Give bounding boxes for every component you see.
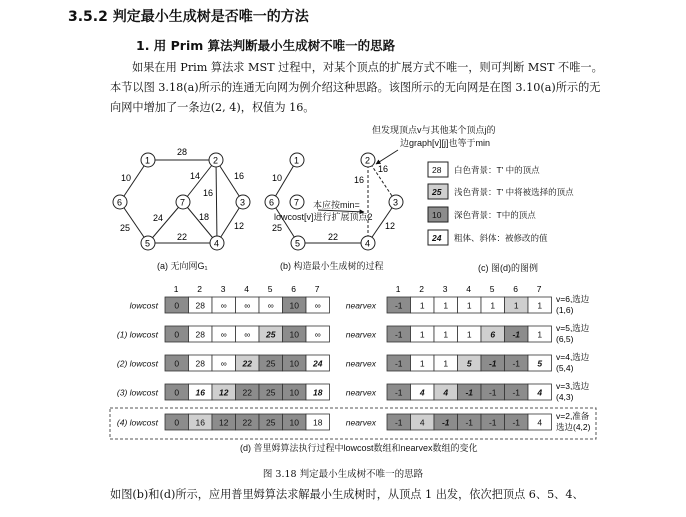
- edge-label: 12: [234, 221, 245, 231]
- nearvex-value: 1: [466, 329, 472, 340]
- index-label: 6: [291, 284, 296, 294]
- lowcost-value: ∞: [220, 358, 227, 369]
- nearvex-value: 1: [537, 329, 543, 340]
- table-caption: (d) 普里姆算法执行过程中lowcost数组和nearvex数组的变化: [240, 443, 478, 453]
- edge-label: 18: [199, 212, 210, 222]
- nearvex-label: nearvex: [345, 329, 376, 340]
- index-label: 7: [536, 284, 542, 294]
- lowcost-value: 0: [174, 387, 180, 398]
- node-label: 1: [145, 155, 151, 166]
- lowcost-value: 10: [289, 300, 299, 311]
- edge-label: 16: [378, 164, 389, 174]
- nearvex-value: -1: [488, 358, 497, 369]
- edge-label: 16: [354, 175, 365, 185]
- step-note: 选边(4,2): [556, 422, 591, 432]
- lowcost-value: ∞: [244, 329, 251, 340]
- index-label: 2: [197, 284, 202, 294]
- step-note: v=5,选边: [556, 323, 590, 333]
- node-label: 4: [365, 238, 371, 249]
- nearvex-value: 5: [466, 358, 472, 369]
- lowcost-value: 0: [174, 417, 180, 428]
- lowcost-value: 0: [174, 329, 180, 340]
- nearvex-label: nearvex: [345, 387, 376, 398]
- step-note: (4,3): [556, 392, 574, 402]
- step-note: (5,4): [556, 363, 574, 373]
- index-label: 5: [489, 284, 495, 294]
- edge-label: 25: [120, 223, 131, 233]
- nearvex-value: 1: [419, 300, 425, 311]
- legend-caption: (c) 图(d)的图例: [478, 263, 538, 273]
- index-label: 5: [267, 284, 273, 294]
- lowcost-value: 12: [219, 417, 229, 428]
- nearvex-value: 1: [466, 300, 472, 311]
- lowcost-value: ∞: [220, 329, 227, 340]
- node-label: 2: [213, 155, 219, 166]
- legend-box-label: 10: [432, 210, 442, 220]
- step-note: v=2,准备: [556, 411, 590, 421]
- lowcost-value: 10: [289, 417, 299, 428]
- index-label: 3: [442, 284, 448, 294]
- nearvex-label: nearvex: [345, 417, 376, 428]
- nearvex-value: 4: [443, 387, 449, 398]
- nearvex-value: 1: [443, 329, 449, 340]
- section-title: 3.5.2 判定最小生成树是否唯一的方法: [68, 9, 309, 25]
- lowcost-value: ∞: [220, 300, 227, 311]
- edge-label: 25: [272, 223, 283, 233]
- figure-caption: 图 3.18 判定最小生成树不唯一的思路: [262, 469, 424, 480]
- legend-item-text: 浅色背景：T' 中将被选择的顶点: [454, 187, 574, 197]
- graph-a-caption: (a) 无向网G₁: [157, 261, 208, 271]
- lowcost-value: 25: [266, 358, 276, 369]
- index-label: 7: [314, 284, 320, 294]
- nearvex-value: 1: [513, 300, 519, 311]
- nearvex-value: 6: [490, 329, 496, 340]
- step-note: v=3,选边: [556, 381, 590, 391]
- node-label: 3: [393, 197, 399, 208]
- lowcost-value: 0: [174, 300, 180, 311]
- node-label: 4: [214, 238, 220, 249]
- lowcost-value: 28: [195, 329, 205, 340]
- index-label: 4: [466, 284, 471, 294]
- nearvex-value: -1: [394, 358, 403, 369]
- edge-label: 22: [177, 232, 188, 242]
- row-label: lowcost: [129, 300, 158, 311]
- nearvex-value: 4: [537, 417, 543, 428]
- index-label: 1: [173, 284, 179, 294]
- nearvex-value: -1: [394, 417, 403, 428]
- lowcost-value: ∞: [314, 300, 321, 311]
- nearvex-value: -1: [512, 387, 521, 398]
- row-label: (3) lowcost: [116, 387, 158, 398]
- lowcost-value: 12: [219, 387, 229, 398]
- nearvex-value: 1: [443, 300, 449, 311]
- edge-label: 16: [234, 171, 245, 181]
- nearvex-value: -1: [465, 387, 474, 398]
- legend-item-text: 深色背景：T中的顶点: [454, 210, 536, 220]
- step-note: (1,6): [556, 305, 574, 315]
- index-label: 2: [419, 284, 424, 294]
- annotation-mid-2: lowcost[v]进行扩展顶点2: [274, 212, 373, 222]
- nearvex-label: nearvex: [345, 358, 376, 369]
- lowcost-value: 25: [266, 387, 276, 398]
- nearvex-value: 1: [443, 358, 449, 369]
- nearvex-value: -1: [394, 329, 403, 340]
- lowcost-value: ∞: [267, 300, 274, 311]
- lowcost-value: 18: [313, 387, 323, 398]
- node-label: 7: [180, 197, 186, 208]
- lowcost-value: ∞: [244, 300, 251, 311]
- lowcost-value: 28: [195, 300, 205, 311]
- annotation-top-1: 但发现顶点v与其他某个顶点j的: [372, 125, 496, 135]
- edge-label: 28: [177, 147, 188, 157]
- node-label: 1: [294, 155, 300, 166]
- lowcost-value: 25: [266, 417, 276, 428]
- row-label: (1) lowcost: [116, 329, 158, 340]
- lowcost-value: 25: [266, 329, 276, 340]
- nearvex-value: 1: [537, 300, 543, 311]
- legend-box-label: 28: [432, 165, 442, 175]
- nearvex-value: 4: [419, 417, 425, 428]
- subsection-title: 1. 用 Prim 算法判断最小生成树不唯一的思路: [136, 38, 396, 53]
- lowcost-value: 22: [242, 358, 252, 369]
- nearvex-value: 1: [490, 300, 496, 311]
- lowcost-value: 22: [242, 417, 252, 428]
- step-note: v=6,选边: [556, 294, 590, 304]
- array-table: [117, 284, 591, 432]
- edge-label: 10: [272, 173, 283, 183]
- edge-label: 12: [385, 221, 396, 231]
- graph-a-edge-labels: [120, 147, 244, 242]
- index-label: 4: [244, 284, 249, 294]
- lowcost-value: 18: [313, 417, 323, 428]
- nearvex-value: -1: [465, 417, 474, 428]
- index-label: 1: [395, 284, 401, 294]
- index-label: 6: [513, 284, 518, 294]
- nearvex-value: 4: [419, 387, 425, 398]
- edge-label: 22: [328, 232, 339, 242]
- legend-item-text: 白色背景：T' 中的顶点: [454, 165, 540, 175]
- edge-label: 16: [203, 188, 214, 198]
- node-label: 5: [295, 238, 301, 249]
- lowcost-value: 16: [195, 417, 205, 428]
- node-label: 6: [269, 197, 275, 208]
- nearvex-value: -1: [394, 300, 403, 311]
- legend: [428, 162, 574, 245]
- nearvex-value: -1: [488, 387, 497, 398]
- annotation-top-2: 边graph[v][j]也等于min: [400, 138, 491, 148]
- legend-box-label: 25: [432, 187, 442, 197]
- lowcost-value: 10: [289, 329, 299, 340]
- lowcost-value: 16: [195, 387, 205, 398]
- nearvex-value: -1: [441, 417, 450, 428]
- nearvex-value: 1: [419, 358, 425, 369]
- nearvex-value: -1: [512, 358, 521, 369]
- nearvex-label: nearvex: [345, 300, 376, 311]
- node-label: 5: [145, 238, 151, 249]
- intro-paragraph-text: 如果在用 Prim 算法求 MST 过程中，对某个顶点的扩展方式不唯一，则可判断 MST 不唯一。本节以图 3.18(a)所示的连通无向网为例介绍这种思路。该图所示的无向网是在图 3.10(a)所示的无向网中增加了一条边(2, 4)，权值为 16。: [110, 61, 603, 114]
- legend-box-label: 24: [432, 233, 442, 243]
- row-label: (2) lowcost: [116, 358, 158, 369]
- legend-item-text: 粗体、斜体：被修改的值: [454, 233, 548, 243]
- annotation-mid-1: 本应按min=: [313, 200, 360, 210]
- node-label: 2: [365, 155, 371, 166]
- lowcost-value: 22: [242, 387, 252, 398]
- nearvex-value: 5: [537, 358, 543, 369]
- edge-label: 24: [153, 213, 164, 223]
- lowcost-value: 10: [289, 358, 299, 369]
- step-note: (6,5): [556, 334, 574, 344]
- lowcost-value: 0: [174, 358, 180, 369]
- lowcost-value: ∞: [314, 329, 321, 340]
- nearvex-value: -1: [512, 329, 521, 340]
- node-label: 7: [294, 197, 300, 208]
- edge-label: 14: [190, 171, 201, 181]
- bottom-paragraph: 如图(b)和(d)所示，应用普里姆算法求解最小生成树时，从顶点 1 出发，依次把顶点 6、5、4、: [110, 488, 584, 501]
- step-note: v=4,选边: [556, 352, 590, 362]
- nearvex-value: 1: [419, 329, 425, 340]
- lowcost-value: 10: [289, 387, 299, 398]
- lowcost-value: 28: [195, 358, 205, 369]
- node-label: 3: [240, 197, 246, 208]
- nearvex-value: -1: [512, 417, 521, 428]
- nearvex-value: -1: [394, 387, 403, 398]
- edge-label: 10: [121, 173, 132, 183]
- node-label: 6: [117, 197, 123, 208]
- lowcost-value: 24: [313, 358, 323, 369]
- nearvex-value: 4: [537, 387, 543, 398]
- graph-b-caption: (b) 构造最小生成树的过程: [280, 261, 384, 271]
- row-label: (4) lowcost: [116, 417, 158, 428]
- nearvex-value: -1: [488, 417, 497, 428]
- index-label: 3: [220, 284, 226, 294]
